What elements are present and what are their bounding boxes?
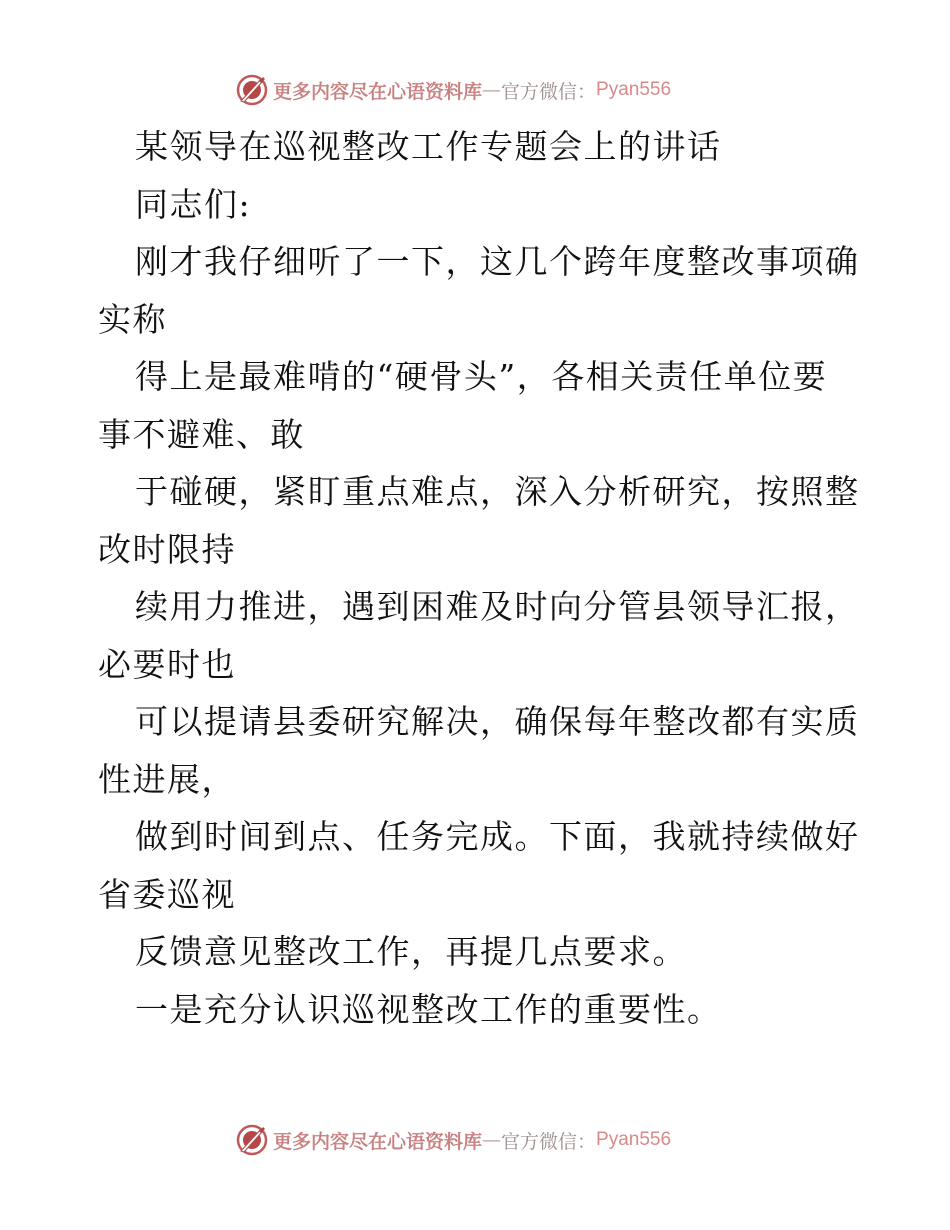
- salutation: 同志们:: [135, 184, 252, 224]
- paragraph-line: 刚才我仔细听了一下，这几个跨年度整改事项确: [135, 242, 860, 281]
- header-watermark: [235, 72, 671, 108]
- paragraph-line: 性进展，: [98, 759, 236, 799]
- paragraph-line: 可以提请县委研究解决，确保每年整改都有实质: [135, 702, 860, 741]
- watermark-separator: —: [482, 1129, 502, 1151]
- watermark-wechat-id: Pyan556: [596, 1129, 672, 1150]
- paragraph-line: 改时限持: [98, 529, 236, 569]
- watermark-wechat-label: 官方微信：: [501, 80, 597, 103]
- watermark-wechat-id: Pyan556: [596, 79, 672, 100]
- paragraph-line: 必要时也: [98, 644, 236, 684]
- quill-pen-seal-icon: [235, 1123, 269, 1157]
- paragraph-line: 实称: [98, 299, 167, 339]
- document-title: 某领导在巡视整改工作专题会上的讲话: [135, 127, 722, 166]
- footer-watermark: [235, 1122, 671, 1158]
- paragraph-line: 省委巡视: [98, 874, 236, 914]
- paragraph-line: 做到时间到点、任务完成。下面，我就持续做好: [135, 817, 860, 856]
- section-heading: 一是充分认识巡视整改工作的重要性。: [135, 989, 722, 1029]
- paragraph-line: 得上是最难啃的“硬骨头”，各相关责任单位要: [135, 357, 828, 396]
- watermark-brand: 更多内容尽在心语资料库: [273, 1130, 483, 1153]
- watermark-wechat-label: 官方微信：: [501, 1130, 597, 1153]
- document-body: [98, 118, 858, 1038]
- watermark-separator: —: [482, 79, 502, 101]
- paragraph-line: 续用力推进，遇到困难及时向分管县领导汇报，: [135, 587, 860, 626]
- paragraph-line: 事不避难、敢: [98, 414, 305, 454]
- watermark-brand: 更多内容尽在心语资料库: [273, 80, 483, 103]
- paragraph-line: 于碰硬，紧盯重点难点，深入分析研究，按照整: [135, 472, 860, 511]
- paragraph-line: 反馈意见整改工作，再提几点要求。: [135, 932, 687, 971]
- quill-pen-seal-icon: [235, 73, 269, 107]
